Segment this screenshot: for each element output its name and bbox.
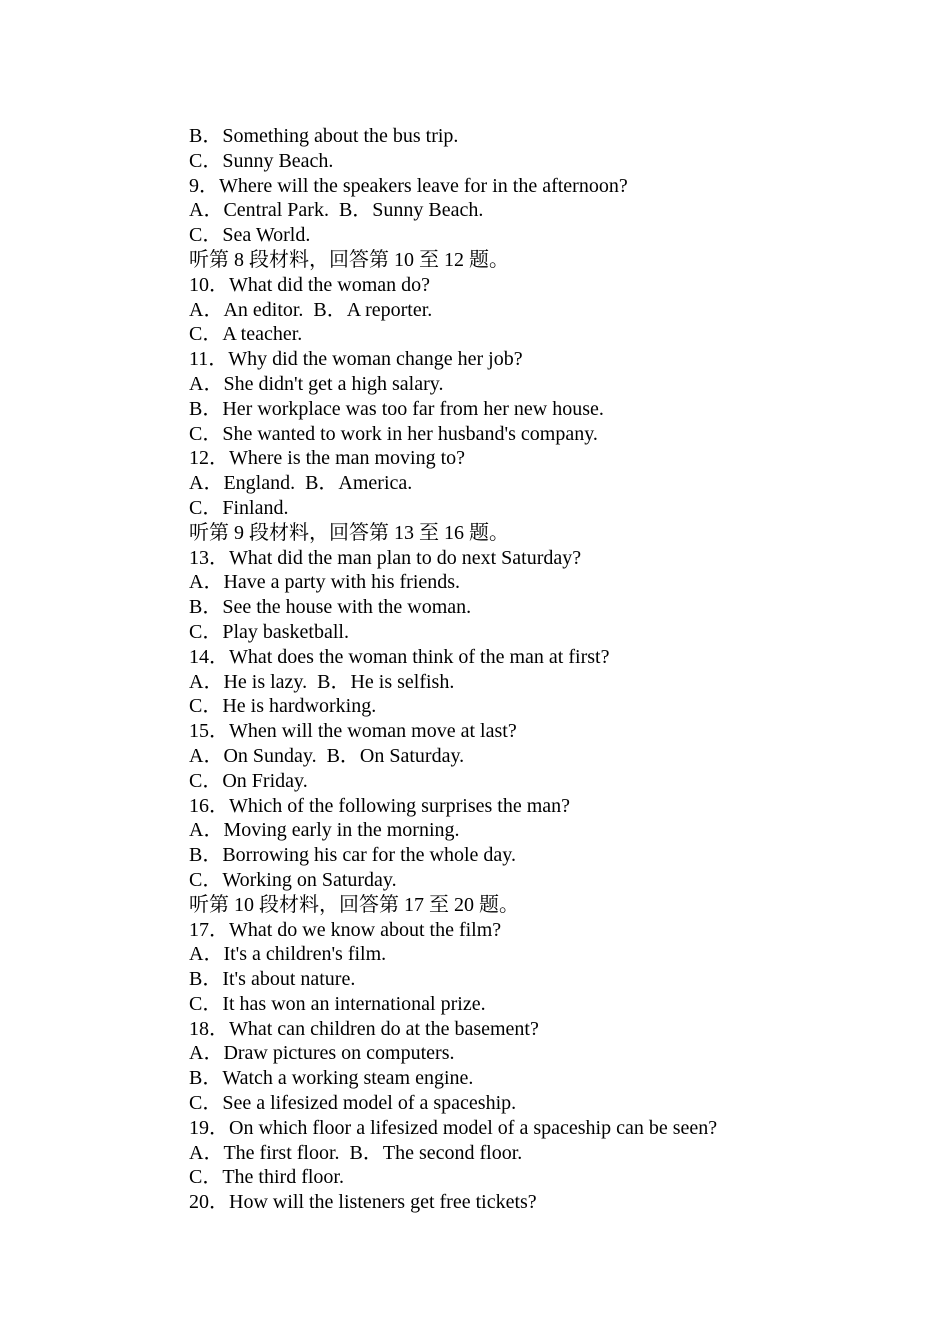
question-line: 13．What did the man plan to do next Saturday? (189, 546, 582, 569)
option-line: C．He is hardworking. (189, 695, 377, 718)
option-line: C．Play basketball. (189, 620, 349, 643)
option-line: C．Finland. (189, 496, 289, 519)
option-line: A．The first floor. B．The second floor. (189, 1141, 523, 1164)
question-line: 14．What does the woman think of the man at first? (189, 645, 610, 668)
question-line: 16．Which of the following surprises the man? (189, 794, 571, 817)
question-line: 17．What do we know about the film? (189, 918, 502, 941)
question-line: 11．Why did the woman change her job? (189, 348, 523, 371)
section-heading: 听第 8 段材料，回答第 10 至 12 题。 (189, 248, 509, 271)
option-line: B．Watch a working steam engine. (189, 1067, 474, 1090)
option-line: C．She wanted to work in her husband's company. (189, 422, 598, 445)
option-line: C．On Friday. (189, 769, 308, 792)
question-line: 18．What can children do at the basement? (189, 1017, 539, 1040)
option-line: B．Her workplace was too far from her new house. (189, 397, 604, 420)
document-page (189, 124, 889, 1215)
option-line: A．On Sunday. B．On Saturday. (189, 744, 465, 767)
option-line: A．Have a party with his friends. (189, 571, 461, 594)
option-line: B．Something about the bus trip. (189, 125, 459, 147)
option-line: A．He is lazy. B．He is selfish. (189, 670, 455, 693)
option-line: A．An editor. B．A reporter. (189, 298, 433, 321)
question-line: 19．On which floor a lifesized model of a spaceship can be seen? (189, 1116, 718, 1139)
option-line: C．Working on Saturday. (189, 868, 397, 891)
option-line: A．Draw pictures on computers. (189, 1042, 455, 1065)
option-line: C．It has won an international prize. (189, 992, 486, 1015)
option-line: B．See the house with the woman. (189, 596, 472, 619)
question-line: 10．What did the woman do? (189, 273, 431, 296)
question-line: 20．How will the listeners get free tickets? (189, 1191, 537, 1214)
option-line: A．England. B．America. (189, 472, 413, 495)
section-heading: 听第 10 段材料，回答第 17 至 20 题。 (189, 893, 519, 916)
option-line: B．Borrowing his car for the whole day. (189, 844, 516, 867)
option-line: A．Central Park. B．Sunny Beach. (189, 199, 484, 222)
option-line: C．Sea World. (189, 224, 311, 247)
question-line: 9．Where will the speakers leave for in the afternoon? (189, 174, 628, 197)
option-line: C．A teacher. (189, 323, 303, 346)
option-line: C．The third floor. (189, 1166, 344, 1189)
question-line: 15．When will the woman move at last? (189, 720, 517, 743)
option-line: C．Sunny Beach. (189, 149, 334, 172)
option-line: C．See a lifesized model of a spaceship. (189, 1092, 517, 1115)
option-line: A．It's a children's film. (189, 943, 387, 966)
option-line: A．She didn't get a high salary. (189, 372, 444, 395)
option-line: B．It's about nature. (189, 968, 356, 991)
option-line: A．Moving early in the morning. (189, 819, 460, 842)
question-line: 12．Where is the man moving to? (189, 447, 466, 470)
section-heading: 听第 9 段材料，回答第 13 至 16 题。 (189, 521, 509, 544)
